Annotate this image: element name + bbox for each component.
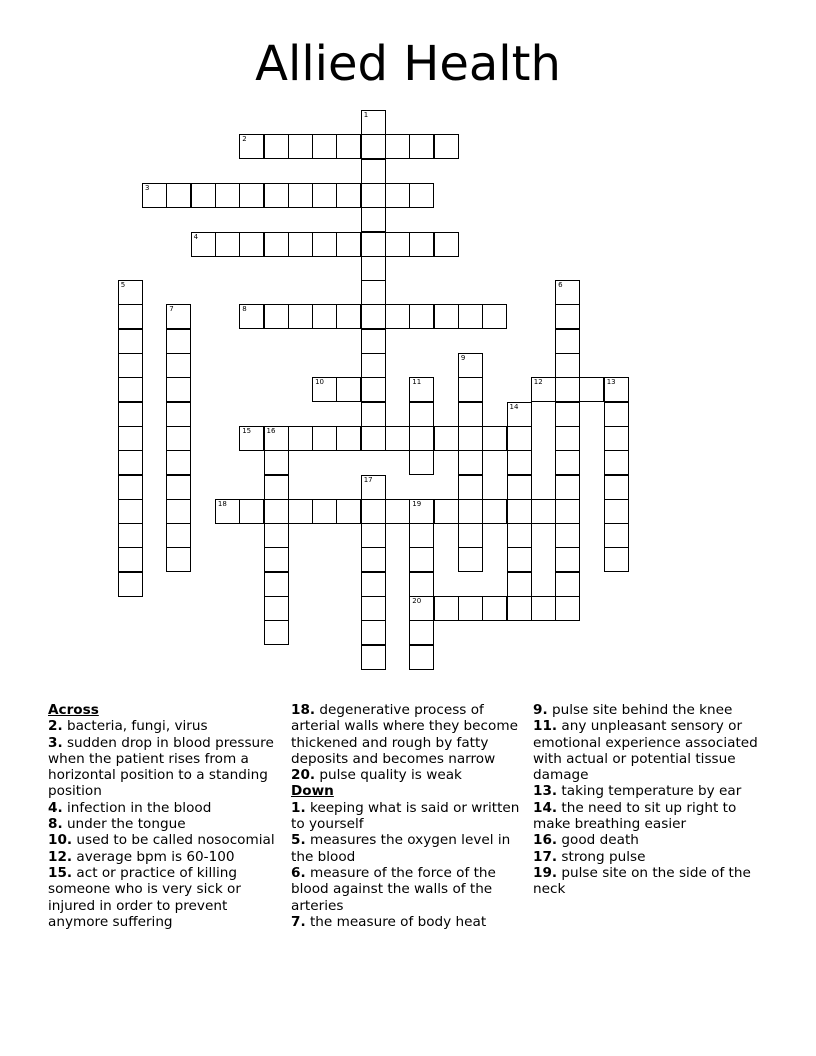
grid-cell[interactable] [312,134,337,159]
grid-cell[interactable] [531,499,556,524]
grid-cell[interactable] [312,232,337,257]
clue-number: 15 [242,426,252,435]
grid-cell[interactable] [604,475,629,500]
grid-cell[interactable] [215,183,240,208]
grid-cell[interactable] [604,402,629,427]
clue-item [533,865,769,898]
grid-cell[interactable] [507,475,532,500]
grid-cell[interactable] [118,475,143,500]
clue-item-number: 14. [533,799,558,816]
grid-cell[interactable] [458,377,483,402]
grid-cell[interactable] [409,547,434,572]
grid-cell[interactable] [264,523,289,548]
grid-cell[interactable] [555,402,580,427]
grid-cell[interactable] [555,523,580,548]
clue-item-text: the need to sit up right to make breathing easier [533,799,737,833]
grid-cell[interactable] [166,377,191,402]
clue-item [533,702,769,718]
grid-cell[interactable] [361,183,386,208]
grid-cell[interactable] [361,572,386,597]
clue-number: 17 [363,475,373,484]
grid-cell[interactable] [482,304,507,329]
clue-item-text: under the tongue [62,816,186,833]
grid-cell[interactable] [409,377,434,402]
grid-cell[interactable] [385,232,410,257]
clue-item-text: act or practice of killing someone who is very sick or injured in order to prevent anymore suffering [48,864,241,930]
clue-number: 2 [242,135,247,144]
grid-cell[interactable] [604,426,629,451]
grid-cell[interactable] [361,523,386,548]
grid-cell[interactable] [312,426,337,451]
grid-cell[interactable] [385,134,410,159]
grid-cell[interactable] [409,572,434,597]
grid-cell[interactable] [531,377,556,402]
clue-item-number: 3. [48,734,63,751]
grid-cell[interactable] [507,572,532,597]
grid-cell[interactable] [507,426,532,451]
grid-cell[interactable] [604,499,629,524]
grid-cell[interactable] [507,450,532,475]
grid-cell[interactable] [361,645,386,670]
clue-item-text: strong pulse [557,848,646,865]
clue-item-number: 20. [291,767,316,784]
clue-number: 11 [412,378,422,387]
grid-cell[interactable] [264,232,289,257]
clue-number: 16 [266,426,276,435]
clue-number: 7 [169,305,174,314]
grid-cell[interactable] [555,329,580,354]
grid-cell[interactable] [434,304,459,329]
clue-item-text: measures the oxygen level in the blood [291,832,511,865]
grid-cell[interactable] [604,523,629,548]
grid-cell[interactable] [264,134,289,159]
grid-cell[interactable] [507,402,532,427]
clue-item-text: good death [557,832,639,849]
grid-cell[interactable] [361,232,386,257]
grid-cell[interactable] [604,377,629,402]
grid-cell[interactable] [555,377,580,402]
grid-cell[interactable] [555,499,580,524]
grid-cell[interactable] [385,304,410,329]
grid-cell[interactable] [118,353,143,378]
clue-item-number: 12. [48,848,73,865]
grid-cell[interactable] [166,475,191,500]
clue-item [48,816,284,832]
grid-cell[interactable] [361,377,386,402]
grid-cell[interactable] [239,134,264,159]
clue-item-number: 15. [48,864,73,881]
section-heading: Down [291,783,334,800]
grid-cell[interactable] [336,232,361,257]
grid-cell[interactable] [555,547,580,572]
grid-cell[interactable] [288,183,313,208]
grid-cell[interactable] [458,426,483,451]
clue-number: 13 [606,378,616,387]
grid-cell[interactable] [118,402,143,427]
grid-cell[interactable] [336,304,361,329]
clue-item [48,832,284,848]
clue-item [291,800,527,833]
grid-cell[interactable] [312,304,337,329]
grid-cell[interactable] [239,426,264,451]
grid-cell[interactable] [118,572,143,597]
grid-cell[interactable] [264,475,289,500]
grid-cell[interactable] [361,134,386,159]
grid-cell[interactable] [361,620,386,645]
grid-cell[interactable] [264,426,289,451]
grid-cell[interactable] [118,377,143,402]
grid-cell[interactable] [361,280,386,305]
grid-cell[interactable] [361,304,386,329]
grid-cell[interactable] [118,499,143,524]
grid-cell[interactable] [458,547,483,572]
grid-cell[interactable] [264,304,289,329]
clue-item-text: pulse site behind the knee [547,702,733,718]
grid-cell[interactable] [215,499,240,524]
grid-cell[interactable] [507,499,532,524]
clue-item-text: used to be called nosocomial [72,832,275,849]
grid-cell[interactable] [409,645,434,670]
grid-cell[interactable] [434,134,459,159]
clue-item-number: 17. [533,848,558,865]
clue-number: 6 [558,281,563,290]
grid-cell[interactable] [361,159,386,184]
grid-cell[interactable] [507,596,532,621]
clue-item [48,718,284,734]
grid-cell[interactable] [409,304,434,329]
clue-item-text: the measure of body heat [305,913,487,930]
grid-cell[interactable] [312,377,337,402]
grid-cell[interactable] [555,280,580,305]
grid-cell[interactable] [264,596,289,621]
grid-cell[interactable] [264,499,289,524]
grid-cell[interactable] [604,450,629,475]
grid-cell[interactable] [555,304,580,329]
grid-cell[interactable] [166,499,191,524]
grid-cell[interactable] [507,523,532,548]
grid-cell[interactable] [336,499,361,524]
clues-column-right [533,702,769,898]
clue-number: 4 [193,232,199,241]
clue-item-text: bacteria, fungi, virus [62,718,208,735]
grid-cell[interactable] [191,232,216,257]
grid-cell[interactable] [336,377,361,402]
grid-cell[interactable] [434,426,459,451]
grid-cell[interactable] [118,426,143,451]
clue-item-number: 18. [291,702,316,718]
grid-cell[interactable] [166,402,191,427]
clue-item-text: pulse site on the side of the neck [533,864,751,898]
grid-cell[interactable] [361,475,386,500]
grid-cell[interactable] [361,207,386,232]
clue-item-number: 8. [48,816,63,833]
clue-item-text: keeping what is said or written to yourself [291,799,520,833]
clue-item [291,914,527,930]
grid-cell[interactable] [434,232,459,257]
grid-cell[interactable] [166,426,191,451]
grid-cell[interactable] [336,134,361,159]
grid-cell[interactable] [118,450,143,475]
puzzle-title: Allied Health [255,36,561,92]
grid-cell[interactable] [458,499,483,524]
clue-item [48,735,284,800]
clue-item [291,767,527,783]
clue-item-number: 10. [48,832,73,849]
grid-cell[interactable] [458,596,483,621]
grid-cell[interactable] [264,450,289,475]
grid-cell[interactable] [239,232,264,257]
grid-cell[interactable] [264,572,289,597]
grid-cell[interactable] [336,426,361,451]
grid-cell[interactable] [555,426,580,451]
clue-item [291,702,527,767]
grid-cell[interactable] [264,620,289,645]
grid-cell[interactable] [288,499,313,524]
grid-cell[interactable] [458,475,483,500]
clue-item-number: 4. [48,799,63,816]
grid-cell[interactable] [409,620,434,645]
grid-cell[interactable] [288,426,313,451]
grid-cell[interactable] [385,499,410,524]
grid-cell[interactable] [312,183,337,208]
grid-cell[interactable] [312,499,337,524]
grid-cell[interactable] [385,426,410,451]
grid-cell[interactable] [555,475,580,500]
grid-cell[interactable] [555,450,580,475]
clue-item [48,865,284,930]
clue-item-number: 16. [533,832,558,849]
grid-cell[interactable] [555,353,580,378]
clue-item [533,783,769,799]
grid-cell[interactable] [264,547,289,572]
grid-cell[interactable] [482,426,507,451]
clues-column-left [48,702,284,930]
clue-number: 12 [533,378,543,387]
clue-item [48,849,284,865]
grid-cell[interactable] [409,426,434,451]
clue-item-text: infection in the blood [62,799,212,816]
grid-cell[interactable] [409,523,434,548]
grid-cell[interactable] [458,523,483,548]
grid-cell[interactable] [264,183,289,208]
grid-cell[interactable] [118,280,143,305]
grid-cell[interactable] [458,402,483,427]
clue-item-number: 1. [291,799,306,816]
clue-item-number: 6. [291,864,306,881]
grid-cell[interactable] [579,377,604,402]
clue-item-text: any unpleasant sensory or emotional experience associated with actual or potential tissue damage [533,718,758,784]
clue-number: 20 [412,597,422,605]
grid-cell[interactable] [458,353,483,378]
grid-cell[interactable] [166,353,191,378]
grid-cell[interactable] [361,499,386,524]
clue-number: 10 [315,378,325,387]
clue-item-text: pulse quality is weak [315,767,462,784]
grid-cell[interactable] [458,304,483,329]
grid-cell[interactable] [361,547,386,572]
clue-number: 9 [460,354,466,362]
grid-cell[interactable] [531,596,556,621]
grid-cell[interactable] [361,596,386,621]
grid-cell[interactable] [336,183,361,208]
grid-cell[interactable] [239,304,264,329]
grid-cell[interactable] [434,596,459,621]
clue-item-text: average bpm is 60-100 [72,848,235,865]
clue-item [533,849,769,865]
grid-cell[interactable] [482,499,507,524]
grid-cell[interactable] [361,426,386,451]
grid-cell[interactable] [555,572,580,597]
clue-item-text: measure of the force of the blood against the walls of the arteries [291,864,496,914]
clue-item [291,832,527,865]
grid-cell[interactable] [409,232,434,257]
grid-cell[interactable] [166,329,191,354]
clue-item-text: degenerative process of arterial walls where they become thickened and rough by fatty deposits and becomes narrow [291,702,518,767]
grid-cell[interactable] [166,547,191,572]
grid-cell[interactable] [604,547,629,572]
grid-cell[interactable] [118,523,143,548]
grid-cell[interactable] [361,256,386,281]
grid-cell[interactable] [166,450,191,475]
clue-number: 18 [217,499,227,508]
grid-cell[interactable] [118,304,143,329]
grid-cell[interactable] [215,232,240,257]
clue-item-text: sudden drop in blood pressure when the patient rises from a horizontal position to a standing position [48,734,274,800]
grid-cell[interactable] [409,450,434,475]
clue-number: 5 [120,281,126,290]
clue-item [533,800,769,833]
grid-cell[interactable] [409,596,434,621]
clue-item-number: 9. [533,702,548,718]
grid-cell[interactable] [118,547,143,572]
grid-cell[interactable] [361,329,386,354]
clue-item-number: 5. [291,832,306,849]
clue-number: 8 [242,305,247,314]
clue-item-text: taking temperature by ear [557,783,742,800]
grid-cell[interactable] [191,183,216,208]
clues-column-middle [291,702,527,930]
grid-cell[interactable] [288,232,313,257]
clue-item [533,832,769,848]
grid-cell[interactable] [239,183,264,208]
grid-cell[interactable] [409,134,434,159]
clue-number: 19 [412,499,422,508]
clue-item-number: 19. [533,864,558,881]
grid-cell[interactable] [118,329,143,354]
clue-item-number: 2. [48,718,63,735]
grid-cell[interactable] [166,183,191,208]
section-heading: Across [48,702,99,718]
grid-cell[interactable] [166,523,191,548]
grid-cell[interactable] [361,353,386,378]
clue-item [533,718,769,783]
grid-cell[interactable] [166,304,191,329]
grid-cell[interactable] [409,499,434,524]
grid-cell[interactable] [361,402,386,427]
clue-number: 3 [145,183,150,192]
grid-cell[interactable] [239,499,264,524]
grid-cell[interactable] [288,304,313,329]
grid-cell[interactable] [434,499,459,524]
grid-cell[interactable] [409,402,434,427]
grid-cell[interactable] [507,547,532,572]
grid-cell[interactable] [458,450,483,475]
clue-item [48,800,284,816]
grid-cell[interactable] [288,134,313,159]
grid-cell[interactable] [409,183,434,208]
grid-cell[interactable] [555,596,580,621]
grid-cell[interactable] [482,596,507,621]
clue-item-number: 13. [533,783,558,800]
grid-cell[interactable] [142,183,167,208]
grid-cell[interactable] [361,110,386,135]
clue-item-number: 11. [533,718,558,735]
clue-number: 1 [363,111,369,119]
clue-item-number: 7. [291,913,306,930]
grid-cell[interactable] [385,183,410,208]
clue-item [291,865,527,914]
clue-number: 14 [509,402,519,411]
